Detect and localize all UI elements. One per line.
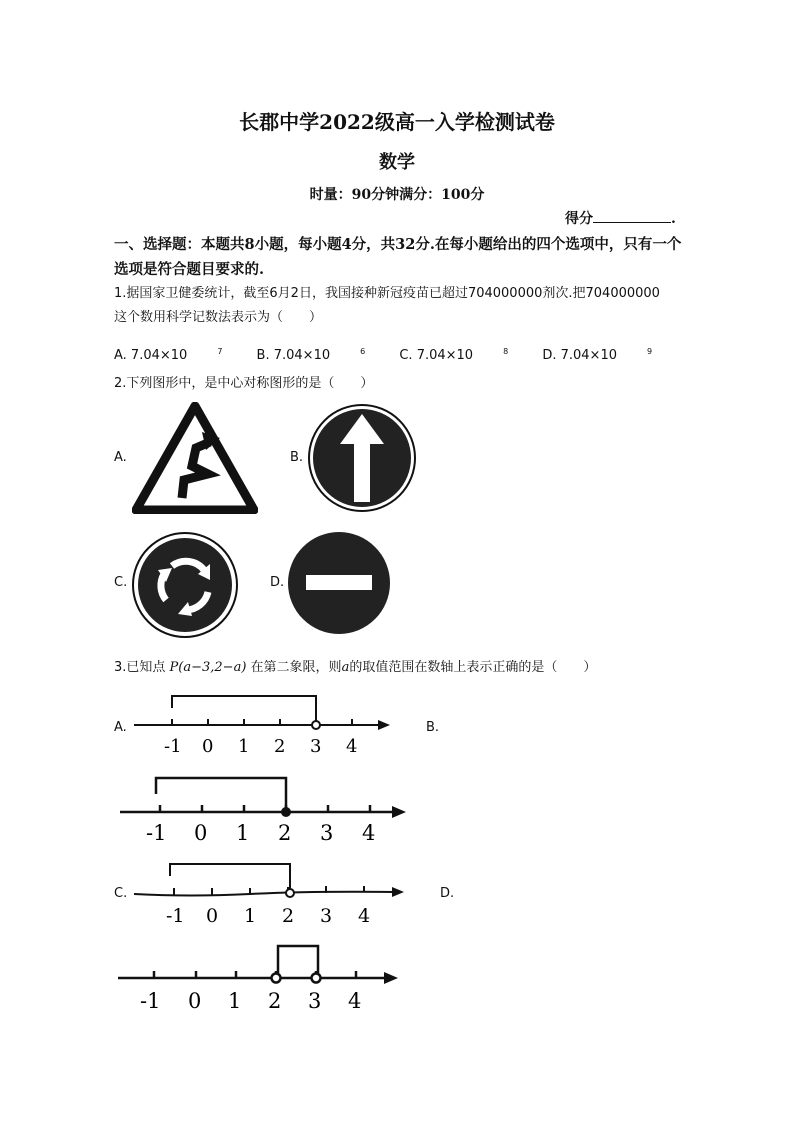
tick-label: 1: [228, 989, 242, 1013]
q1-options: [114, 340, 694, 368]
tick-label: 3: [308, 989, 322, 1013]
q3-number-line-a[interactable]: [130, 688, 395, 758]
tick-label: 2: [278, 821, 292, 845]
q2-label-b[interactable]: B.: [290, 450, 304, 465]
tick-label: 1: [238, 736, 250, 757]
tick-label: -1: [146, 821, 167, 845]
q1-stem: [114, 282, 694, 330]
tick-label: 2: [282, 905, 295, 927]
q1-stem-line1: 1.据国家卫健委统计，截至6月2日，我国接种新冠疫苗已超过704000000剂次.把704000000: [114, 286, 660, 301]
score-field: 得分 .: [565, 208, 676, 228]
tick-label: 3: [320, 905, 333, 927]
q3-label-d[interactable]: D.: [440, 886, 455, 901]
q2-sign-c-roundabout-icon[interactable]: [130, 530, 240, 640]
q2-sign-b-arrow-icon[interactable]: [306, 402, 418, 514]
tick-label: 2: [268, 989, 282, 1013]
q2-stem: 2.下列图形中，是中心对称图形的是（ ）: [114, 376, 374, 391]
q2-label-c[interactable]: C.: [114, 575, 128, 590]
tick-label: 3: [310, 736, 322, 757]
q2-label-d[interactable]: D.: [270, 575, 285, 590]
q2-sign-d-no-entry-icon[interactable]: [286, 530, 392, 636]
q3-label-b[interactable]: B.: [426, 720, 440, 735]
q1-stem-line2: 这个数用科学记数法表示为（ ）: [114, 310, 323, 325]
tick-label: 1: [244, 905, 257, 927]
q2-label-a[interactable]: A.: [114, 450, 127, 465]
tick-label: -1: [166, 905, 185, 927]
q1-option-b[interactable]: B. 7.04×10 $^6$: [256, 347, 366, 364]
q3-var: a: [341, 660, 350, 675]
subject-title: 数学: [379, 152, 415, 173]
q3-number-line-d[interactable]: [114, 940, 406, 1018]
score-label: 得分: [565, 211, 593, 227]
q1-option-d[interactable]: D. 7.04×10 $^9$: [542, 347, 653, 364]
q3-number-line-b[interactable]: [116, 772, 411, 846]
tick-label: 4: [346, 736, 358, 757]
tick-label: 0: [202, 736, 214, 757]
q3-stem: 3.已知点 P(a−3,2−a) 在第二象限，则a的取值范围在数轴上表示正确的是（ ）: [114, 660, 597, 675]
q3-number-line-c[interactable]: [130, 858, 410, 932]
tick-label: 2: [274, 736, 286, 757]
tick-label: 0: [194, 821, 208, 845]
tick-label: 0: [206, 905, 219, 927]
tick-label: 4: [358, 905, 371, 927]
time-info: 时量：90分钟满分：100分: [309, 187, 485, 203]
tick-label: 4: [362, 821, 376, 845]
q3-label-a[interactable]: A.: [114, 720, 127, 735]
tick-label: -1: [140, 989, 161, 1013]
q2-sign-a-triangle-icon[interactable]: [132, 402, 258, 514]
tick-label: 1: [236, 821, 250, 845]
q3-point-expr: P(a−3,2−a): [169, 660, 247, 675]
section-heading: 一、选择题：本题共8小题，每小题4分，共32分.在每小题给出的四个选项中，只有一个选项是符合题目要求的.: [114, 236, 682, 278]
tick-label: 4: [348, 989, 362, 1013]
tick-label: 3: [320, 821, 334, 845]
exam-title: 长郡中学2022级高一入学检测试卷: [239, 110, 555, 134]
q1-option-a[interactable]: A. 7.04×10 $^7$: [114, 347, 223, 364]
tick-label: -1: [164, 736, 182, 757]
score-blank[interactable]: [593, 208, 671, 223]
q3-label-c[interactable]: C.: [114, 886, 128, 901]
tick-label: 0: [188, 989, 202, 1013]
q1-option-c[interactable]: C. 7.04×10 $^8$: [399, 347, 509, 364]
